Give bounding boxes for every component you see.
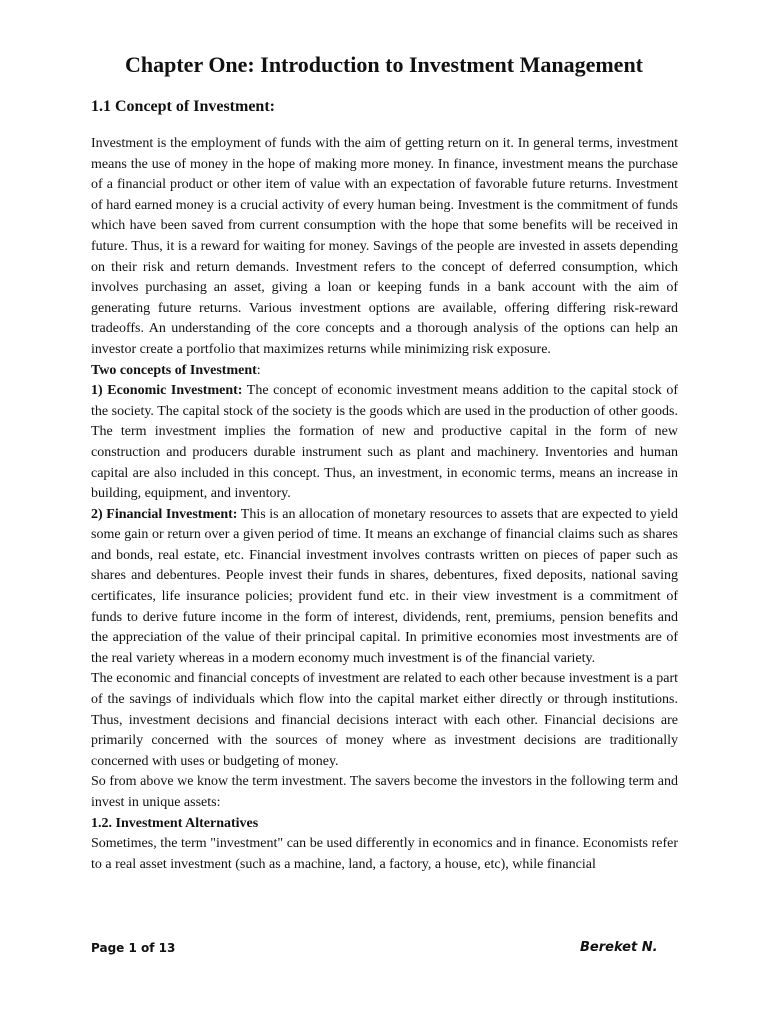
section-heading-alternatives	[91, 814, 678, 835]
financial-investment-text: This is an allocation of monetary resources to assets that are expected to yield some gain or return over a given period of time. It means an exchange of financial claims such as shares and bonds, real estate, etc. Financial investment involves contrasts written on pieces of paper such as shares and debentures. People invest their funds in shares, debentures, fixed deposits, national saving certificates, life insurance policies; provident fund etc. in their view investment is a commitment of funds to derive future income in the form of interest, dividends, rent, premiums, pension benefits and the appreciation of the value of their principal capital. In primitive economies most investments are of the real variety whereas in a modern economy much investment is of the financial variety.	[91, 506, 678, 666]
page-total: 13	[158, 941, 176, 955]
paragraph-related: The economic and financial concepts of investment are related to each other because investment is a part of the savings of individuals which flow into the capital market either directly or through institutions. Thus, investment decisions and financial decisions interact with each other. Financial decisions are primarily concerned with the sources of money where as investment decisions are traditionally concerned with uses or budgeting of money.	[91, 671, 678, 769]
paragraph-economic	[91, 381, 678, 505]
paragraph-concept: Investment is the employment of funds with the aim of getting return on it. In general terms, investment means the use of money in the hope of making more money. In finance, investment means the purchase of a financial product or other item of value with an expectation of favorable future returns. Investment of hard earned money is a crucial activity of every human being. Investment is the commitment of funds which have been saved from current consumption with the hope that some benefits will be received in future. Thus, it is a reward for waiting for money. Savings of the people are invested in assets depending on their risk and return demands. Investment refers to the concept of deferred consumption, which involves purchasing an asset, giving a loan or keeping funds in a bank account with the aim of generating future returns. Various investment options are available, offering differing risk-reward tradeoffs. An understanding of the core concepts and a thorough analysis of the options can help an investor create a portfolio that maximizes returns while minimizing risk exposure.	[91, 136, 678, 357]
section-heading-alternatives-text: 1.2. Investment Alternatives	[91, 815, 259, 831]
page-number	[91, 941, 175, 955]
section-heading-concept: 1.1 Concept of Investment:	[91, 98, 275, 115]
paragraph-alternatives: Sometimes, the term "investment" can be used differently in economics and in finance. Economists refer to a real asset investment (such as a machine, land, a factory, a house, etc), while financial	[91, 836, 678, 872]
document-body	[91, 134, 678, 875]
economic-investment-label: 1) Economic Investment:	[91, 383, 243, 399]
author-name: Bereket N.	[580, 940, 658, 955]
two-concepts-colon: :	[256, 362, 261, 378]
economic-investment-text: The concept of economic investment means addition to the capital stock of the society. The capital stock of the society is the goods which are used in the production of other goods. The term investment implies the formation of new and productive capital in the form of new construction and producers durable instrument such as plant and machinery. Inventories and human capital are also included in this concept. Thus, an investment, in economic terms, means an increase in building, equipment, and inventory.	[91, 383, 678, 502]
chapter-title: Chapter One: Introduction to Investment Management	[125, 52, 643, 77]
paragraph-financial	[91, 505, 678, 670]
page-of-label: of	[136, 941, 159, 955]
two-concepts-heading: Two concepts of Investment	[91, 362, 257, 378]
page-label: Page	[91, 941, 129, 955]
two-concepts-line	[91, 361, 678, 382]
paragraph-savers: So from above we know the term investment. The savers become the investors in the following term and invest in unique assets:	[91, 774, 678, 810]
page-current: 1	[128, 941, 137, 955]
financial-investment-label: 2) Financial Investment:	[91, 506, 238, 522]
